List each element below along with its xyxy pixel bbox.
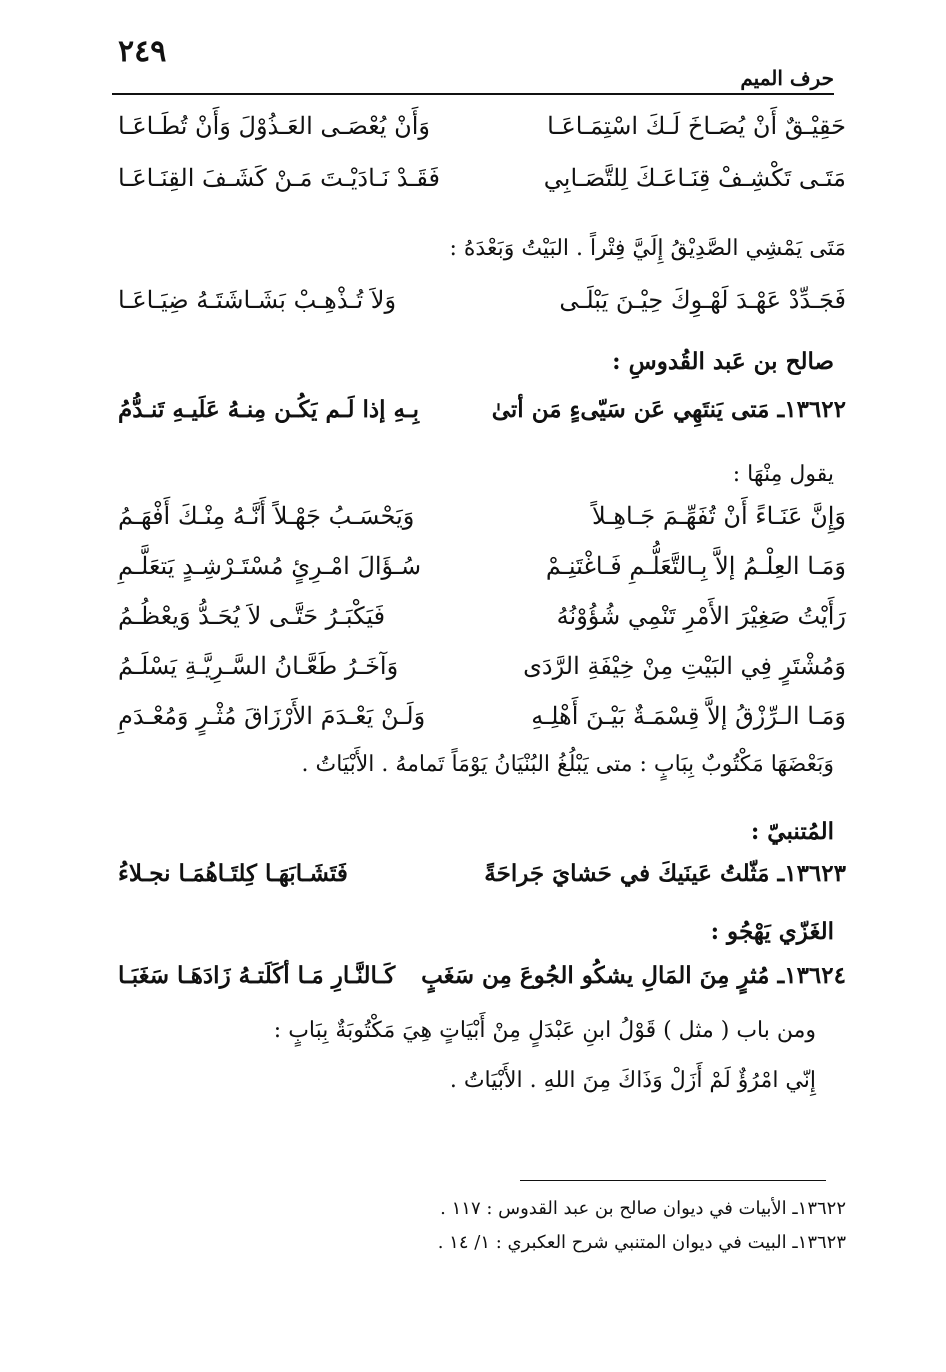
chapter-title: حرف الميم <box>740 66 834 90</box>
verse-line <box>118 502 846 552</box>
footnotes <box>146 1198 846 1266</box>
verse-second-hemistich: وَلاَ تُـذْهِـبْ بَشَـاشَتَـهُ ضِيَـاعَـا <box>118 286 397 314</box>
footnote-rule <box>520 1180 826 1181</box>
numbered-verse <box>118 860 846 918</box>
poet-heading: الغَزّي يَهْجُو : <box>710 918 834 945</box>
verse-first-hemistich: ١٣٦٢٣ـ مَثّلتُ عَينَيكَ في حَشايَ جَراحَةً <box>484 860 846 887</box>
verse-line <box>118 112 846 164</box>
prose-line: ومن باب ( مثل ) قَوْلُ ابنِ عَبْدَلٍ مِنْ أَبْيَاتٍ هِيَ مَكْتُوبَةٌ بِبَابٍ : <box>273 1018 816 1043</box>
verse-line <box>118 164 846 236</box>
verse-first-hemistich: ١٣٦٢٢ـ مَتى يَنتَهِي عَن سَيّىءٍ مَن أتىٰ <box>491 396 846 423</box>
prose-line: إِنّي امْرُؤٌ لَمْ أَزَلْ وَذَاكَ مِنَ اللهِ . الأَبْيَاتُ . <box>449 1068 816 1093</box>
footnote: ١٣٦٢٢ـ الأبيات في ديوان صالح بن عبد القدوس : ١١٧ . <box>440 1198 846 1219</box>
prose-line: مَتَى يَمْشِي الصَّدِيْقُ إِلَيَّ فِتْراً . البَيْتُ وَبَعْدَهُ : <box>449 236 846 261</box>
page-number: ٢٤٩ <box>118 34 167 69</box>
verse-first-hemistich: وَإِنَّ عَنَـاءً أَنْ تُفَهِّـمَ جَـاهِـلاً <box>592 502 846 530</box>
verse-second-hemistich: فَقَـدْ نَـادَيْـتَ مَـنْ كَشَـفَ القِنَـاعَـا <box>118 164 440 192</box>
verse-second-hemistich: سُـؤَالَ امْـرِئٍ مُسْتَـرْشِـدٍ يَتعَلَّـمِ <box>118 552 422 580</box>
verse-first-hemistich: وَمَـا العِلْـمُ إلاَّ بِـالتَّعَلُّـمِ فَـاغْتَنِـمْ <box>545 552 846 580</box>
verse-first-hemistich: ١٣٦٢٤ـ مُثرٍ مِنَ المَالِ يشكُو الجُوعَ مِن سَغَبٍ <box>421 962 846 989</box>
verse-first-hemistich: وَمُشْتَرٍ فِي البَيْتِ مِنْ خِيْفَةِ الرَّدَى <box>523 652 846 680</box>
verse-line <box>118 602 846 652</box>
page-content <box>118 112 846 1116</box>
verse-second-hemistich: فَتَشَـابَهَـا كِلتَـاهُمَـا نجـلاءُ <box>118 860 348 887</box>
verse-second-hemistich: بِـهِ إذا لَـم يَكُـن مِنـهُ عَلَيـهِ تَنـدُّمُ <box>118 396 420 423</box>
verse-second-hemistich: وَلَـنْ يَعْـدَمَ الأَرْزَاقَ مُثْـرٍ وَمُعْـدَمِ <box>118 702 426 730</box>
poet-heading: صالح بن عَبد القُدوسِ : <box>612 348 834 375</box>
prose-line: وَبَعْضَهَا مَكْتُوبٌ بِبَابٍ : متى يَبْلُغُ البُنْيَانُ يَوْمَاً تَمامهُ . الأَبْيَاتُ . <box>301 752 834 777</box>
verse-line <box>118 652 846 702</box>
numbered-verse <box>118 962 846 1018</box>
verse-first-hemistich: وَمَـا الـرِّزْقُ إلاَّ قِسْمَـةٌ بَيْـنَ أَهْلِـهِ <box>531 702 846 730</box>
verse-first-hemistich: رَأَيْتُ صَغِيْرَ الأَمْرِ تَنْمِي شُؤُوْنُهُ <box>556 602 846 630</box>
header-rule <box>112 93 834 95</box>
verse-second-hemistich: كَـالنَّـارِ مَـا أكَلَتـهُ زَادَهَـا سَغَبَـا <box>118 962 396 989</box>
prose-line: يقول مِنْهَا : <box>732 462 834 487</box>
verse-line <box>118 702 846 752</box>
verse-line <box>118 286 846 348</box>
verse-second-hemistich: فَيَكْبَـرُ حَتَّـى لاَ يُحَـدُّ وَيعْظُـمُ <box>118 602 386 630</box>
verse-second-hemistich: وَأَنْ يُعْصَـى العَـذُوْلَ وَأَنْ تُطَـاعَـا <box>118 112 430 140</box>
verse-line <box>118 552 846 602</box>
verse-second-hemistich: وَآخَـرُ طَعَّـانُ السَّـرِيَّـةِ يَسْلَـمُ <box>118 652 399 680</box>
verse-first-hemistich: فَجَـدِّدْ عَهْـدَ لَهْـوِكَ حِيْـنَ يَبْلَـى <box>559 286 846 314</box>
verse-first-hemistich: حَقِيْـقٌ أَنْ يُصَـاخَ لَـكَ اسْتِمَـاعَـا <box>547 112 846 140</box>
numbered-verse <box>118 396 846 462</box>
verse-first-hemistich: مَتَـى تَكْشِـفْ قِنَـاعَـكَ لِلتَّصَـابِي <box>543 164 846 192</box>
footnote: ١٣٦٢٣ـ البيت في ديوان المتنبي شرح العكبري : ١/ ١٤ . <box>437 1232 846 1253</box>
poet-heading: المُتنبيّ : <box>750 818 834 845</box>
verse-second-hemistich: وَيَحْسَـبُ جَهْـلاً أَنَّـهُ مِنْـكَ أَفْهَـمُ <box>118 502 415 530</box>
